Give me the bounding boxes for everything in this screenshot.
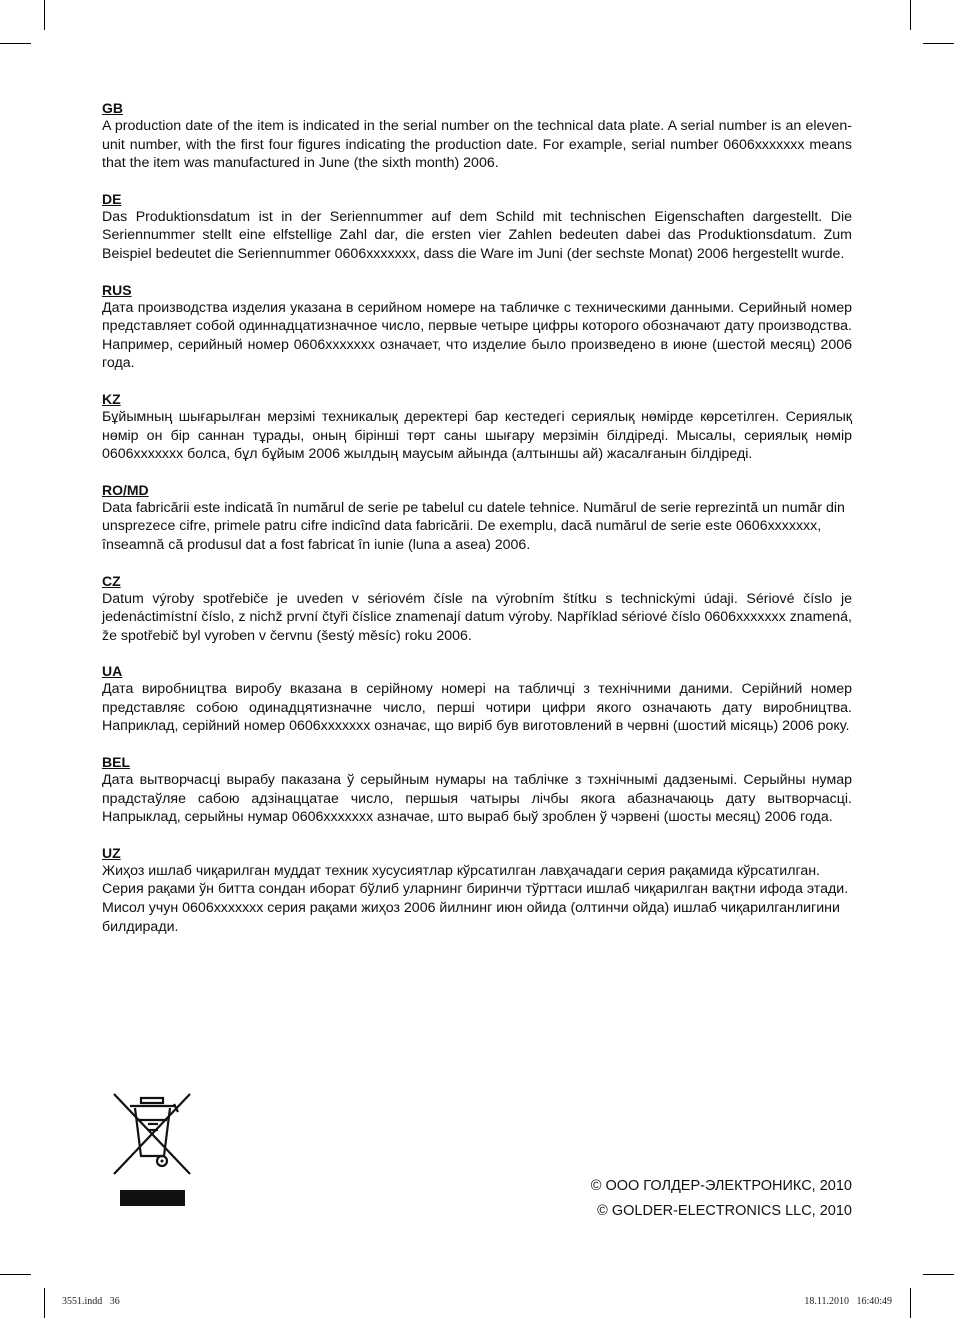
language-code: RUS bbox=[102, 281, 132, 298]
section-text: Datum výroby spotřebiče je uveden v sériovém čísle na výrobním štítku s technickými údaji. Sériové číslo je jedenáctimístní číslo, z nichž první čtyři číslice znamenají datum výroby. Například sériové číslo 0606xxxxxxx znamená, že spotřebič byl vyroben v červnu (šestý měsíc) roku 2006. bbox=[102, 590, 852, 644]
section-rus bbox=[102, 281, 852, 373]
crop-mark bbox=[910, 1288, 911, 1318]
copyright-line-ru: © ООО ГОЛДЕР-ЭЛЕКТРОНИКС, 2010 bbox=[590, 1178, 852, 1194]
crop-mark bbox=[910, 0, 911, 30]
language-code: CZ bbox=[102, 572, 121, 589]
section-de bbox=[102, 190, 852, 264]
crop-mark bbox=[44, 0, 45, 30]
language-code: GB bbox=[102, 100, 123, 116]
crop-mark bbox=[44, 1288, 45, 1318]
file-slug: 3551.indd 36 bbox=[62, 1296, 120, 1307]
section-text: Data fabricării este indicată în numărul de serie pe tabelul cu datele tehnice. Numărul de serie reprezintă un număr din unsprezece cifre, primele patru cifre indicînd data fabricării. De exemplu, dacă numărul de serie este 0606xxxxxxx, înseamnă că produsul dat a fost fabricat în iunie (luna a asea) 2006. bbox=[102, 499, 845, 553]
section-text: Das Produktionsdatum ist in der Seriennummer auf dem Schild mit technischen Eigenschaften dargestellt. Die Seriennummer stellt eine elfstellige Zahl dar, die ersten vier Zahlen bedeuten dabei das Produktionsdatum. Zum Beispiel bedeutet die Seriennummer 0606xxxxxxx, dass die Ware im Juni (der sechste Monat) 2006 hergestellt wurde. bbox=[102, 208, 852, 262]
section-text: A production date of the item is indicated in the serial number on the technical data plate. A serial number is an eleven-unit number, with the first four figures indicating the production date. For example, serial number 0606xxxxxxx means that the item was manufactured in June (the sixth month) 2006. bbox=[102, 118, 852, 172]
copyright-line-en: © GOLDER-ELECTRONICS LLC, 2010 bbox=[597, 1203, 852, 1219]
language-code: BEL bbox=[102, 754, 130, 771]
crop-mark bbox=[0, 1274, 31, 1275]
language-code: UA bbox=[102, 663, 123, 680]
section-ro-md bbox=[102, 481, 852, 555]
section-bel bbox=[102, 753, 852, 827]
language-code: DE bbox=[102, 190, 122, 207]
section-ua bbox=[102, 662, 852, 736]
section-kz bbox=[102, 390, 852, 464]
section-text: Бұйымның шығарылған мерзімі техникалық деректері бар кестедегі сериялық нөмірде көрсетілген. Сериялық нөмір он бір саннан тұрады, оның бірінші төрт саны шығару мерзімін білдіреді. Мысалы, сериялық нөмір 0606ххххххх болса, бұл бұйым 2006 жылдың маусым айында (алтыншы ай) жасалғанын білдіреді. bbox=[102, 408, 852, 463]
crossed-out-wheelie-bin-icon bbox=[108, 1090, 196, 1180]
section-text: Дата производства изделия указана в серийном номере на табличке с техническими данными. Серийный номер представляет собой одиннадцатизначное число, первые четыре цифры которого обозначают дату производства. Например, серийный номер 0606ххххххх означает, что изделие было произведено в июне (шестой месяц) 2006 года. bbox=[102, 299, 852, 372]
section-gb bbox=[102, 99, 852, 173]
language-code: UZ bbox=[102, 844, 121, 861]
section-text: Жиҳоз ишлаб чиқарилган муддат техник хусусиятлар кўрсатилган лавҳачадаги серия рақамида кўрсатилган. Серия рақами ўн битта сондан иборат бўлиб уларнинг биринчи тўрттаси ишлаб чиқарилган вақтни ифода этади. Мисол учун 0606ххххххх серия рақами жиҳоз 2006 йилнинг июн ойида (олтинчи ойда) ишлаб чиқарилганлигини билдиради. bbox=[102, 862, 849, 935]
crop-mark bbox=[923, 1274, 954, 1275]
timestamp-slug: 18.11.2010 16:40:49 bbox=[804, 1296, 892, 1307]
marking-bar bbox=[120, 1190, 185, 1206]
section-uz bbox=[102, 844, 852, 936]
section-text: Дата виробництва виробу вказана в серійному номері на табличці з технічними даними. Серійний номер представляє собою одинадцятизначне число, перші чотири цифри якого означають дату виробництва. Наприклад, серійний номер 0606ххххххх означає, що виріб був виготовлений в червні (шостий місяць) 2006 року. bbox=[102, 681, 852, 735]
copyright-block bbox=[591, 1174, 852, 1224]
crop-mark bbox=[923, 43, 954, 44]
document-body bbox=[102, 99, 852, 953]
language-code: KZ bbox=[102, 390, 121, 407]
section-cz bbox=[102, 572, 852, 646]
crop-mark bbox=[0, 43, 31, 44]
language-code: RO/MD bbox=[102, 481, 149, 498]
section-text: Дата вытворчасці вырабу паказана ў серыйным нумары на таблічке з тэхнічнымі дадзенымі. Серыйны нумар прадстаўляе сабою адзінаццатае число, першыя чатыры лічбы якога абазначаюць дату вытворчасці. Напрыклад, серыйны нумар 0606ххххххх азначае, што выраб быў зроблен ў чэрвені (шосты месяц) 2006 года. bbox=[102, 772, 852, 826]
